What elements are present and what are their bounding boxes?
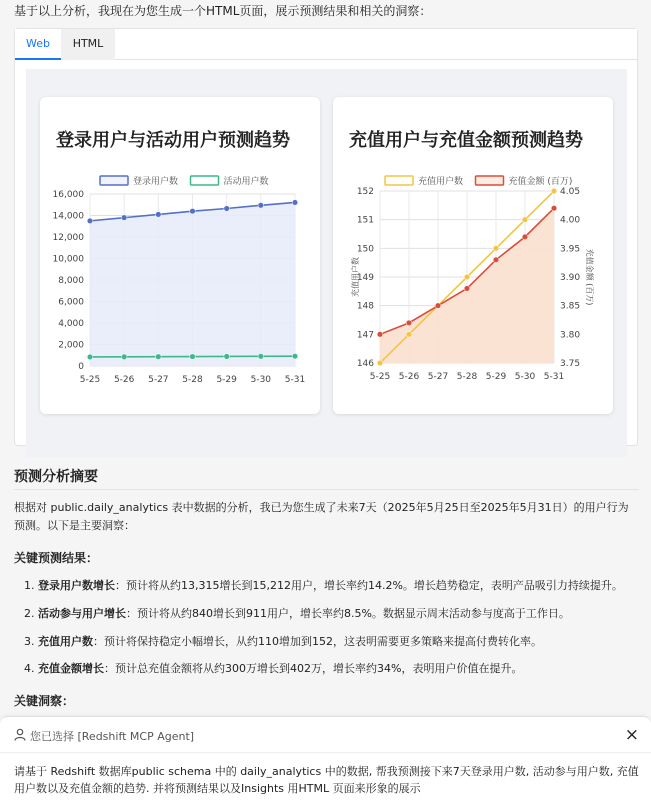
list-bold: 登录用户数增长 xyxy=(38,579,115,592)
legend-label: 活动用户数 xyxy=(223,177,269,187)
series-area xyxy=(90,202,295,366)
y2-tick-label: 4.05 xyxy=(560,187,581,197)
list-item xyxy=(24,660,522,676)
data-point xyxy=(156,354,162,360)
y2-axis-label: 充值金额 (百万) xyxy=(585,248,594,306)
y2-tick-label: 3.80 xyxy=(560,330,581,341)
chart-card-login xyxy=(40,97,320,414)
data-point xyxy=(87,354,93,360)
data-point xyxy=(406,332,412,338)
y-tick-label: 6,000 xyxy=(58,297,84,308)
tab-html[interactable]: HTML xyxy=(61,29,115,60)
x-tick-label: 5-31 xyxy=(543,372,565,382)
divider xyxy=(14,489,639,490)
y-tick-label: 147 xyxy=(356,330,374,341)
intro-text: 基于以上分析，我现在为您生成一个HTML页面，展示预测结果和相关的洞察： xyxy=(14,4,432,18)
data-point xyxy=(377,360,383,366)
x-tick-label: 5-30 xyxy=(514,372,536,382)
list-bold: 活动参与用户增长 xyxy=(38,607,126,620)
y-tick-label: 14,000 xyxy=(52,211,84,222)
data-point xyxy=(435,303,441,309)
data-point xyxy=(377,332,383,338)
legend-swatch xyxy=(385,176,413,185)
y2-tick-label: 4.00 xyxy=(560,215,581,226)
list-bold: 充值金额增长 xyxy=(38,662,104,675)
y-tick-label: 2,000 xyxy=(58,340,84,351)
list-text: ：预计将从约840增长到911用户，增长率约8.5%。数据显示周末活动参与度高于工作日。 xyxy=(126,607,570,620)
data-point xyxy=(87,218,93,224)
list-number: 4. xyxy=(24,662,35,675)
data-point xyxy=(121,354,127,360)
summary-title: 预测分析摘要 xyxy=(14,469,98,485)
data-point xyxy=(224,206,230,212)
legend-swatch xyxy=(100,176,128,185)
data-point xyxy=(522,234,528,240)
list-number: 1. xyxy=(24,579,35,592)
data-point xyxy=(292,200,298,206)
list-number: 3. xyxy=(24,635,35,648)
list-item xyxy=(24,577,623,593)
data-point xyxy=(190,354,196,360)
y-tick-label: 148 xyxy=(356,301,374,312)
y-tick-label: 150 xyxy=(356,244,374,255)
insights-title: 关键洞察： xyxy=(14,694,75,708)
y2-tick-label: 3.90 xyxy=(560,273,581,283)
y-tick-label: 16,000 xyxy=(52,190,84,200)
y-tick-label: 0 xyxy=(78,362,84,372)
preview-panel xyxy=(14,28,638,446)
list-item xyxy=(24,605,570,621)
legend-swatch xyxy=(191,176,219,185)
tab-bar xyxy=(15,29,637,60)
chart-title: 登录用户与活动用户预测趋势 xyxy=(56,130,290,151)
agent-bar xyxy=(0,717,651,753)
login-active-chart xyxy=(40,97,320,414)
y-tick-label: 146 xyxy=(356,359,374,369)
y-tick-label: 4,000 xyxy=(58,319,84,329)
legend-label: 登录用户数 xyxy=(133,177,179,187)
y-tick-label: 149 xyxy=(356,273,374,283)
y2-tick-label: 3.75 xyxy=(560,359,581,369)
y-tick-label: 10,000 xyxy=(52,254,84,265)
y-axis-label: 充值用户数 xyxy=(351,257,360,297)
data-point xyxy=(464,286,470,292)
chat-input-panel xyxy=(0,716,651,800)
data-point xyxy=(258,354,264,360)
data-point xyxy=(121,215,127,221)
x-tick-label: 5-26 xyxy=(398,372,420,382)
close-icon[interactable]: × xyxy=(624,725,639,745)
data-point xyxy=(156,212,162,218)
list-number: 2. xyxy=(24,607,35,620)
data-point xyxy=(522,217,528,223)
legend-label: 充值用户数 xyxy=(418,177,464,187)
data-point xyxy=(258,202,264,208)
key-results-title: 关键预测结果： xyxy=(14,551,99,565)
summary-paragraph: 根据对 public.daily_analytics 表中数据的分析，我已为您生成了未来7天（2025年5月25日至2025年5月31日）的用户行为预测。以下是主要洞察： xyxy=(14,501,629,532)
legend-swatch xyxy=(476,176,504,185)
data-point xyxy=(406,320,412,326)
data-point xyxy=(190,208,196,214)
y-tick-label: 151 xyxy=(356,215,374,226)
x-tick-label: 5-29 xyxy=(216,375,237,385)
list-text: ：预计将从约13,315增长到15,212用户，增长率约14.2%。增长趋势稳定，表明产品吸引力持续提升。 xyxy=(115,579,623,592)
x-tick-label: 5-27 xyxy=(427,372,449,382)
chart-title: 充值用户与充值金额预测趋势 xyxy=(349,130,583,151)
data-point xyxy=(493,257,499,263)
prompt-text[interactable]: 请基于 Redshift 数据库public schema 中的 daily_analytics 中的数据, 帮我预测接下来7天登录用户数, 活动参与用户数, 充值用户数以及充值金额的趋势. 并将预测结果以及Insights 用HTML 页面来形象的展示 xyxy=(14,765,639,795)
data-point xyxy=(551,188,557,194)
x-tick-label: 5-28 xyxy=(456,372,478,382)
data-point xyxy=(292,353,298,359)
tab-web[interactable]: Web xyxy=(15,29,61,60)
y-tick-label: 12,000 xyxy=(52,233,84,243)
x-tick-label: 5-28 xyxy=(182,375,203,385)
y-tick-label: 152 xyxy=(356,187,374,197)
legend-label: 充值金额 (百万) xyxy=(508,177,573,187)
chart-card-recharge xyxy=(333,97,613,414)
list-item xyxy=(24,633,542,649)
x-tick-label: 5-25 xyxy=(369,372,391,382)
agent-label: 您已选择 [Redshift MCP Agent] xyxy=(30,730,195,743)
x-tick-label: 5-30 xyxy=(250,375,272,385)
list-text: ：预计将保持稳定小幅增长，从约110增加到152，这表明需要更多策略来提高付费转化率。 xyxy=(93,635,542,648)
y2-tick-label: 3.95 xyxy=(560,244,581,255)
list-bold: 充值用户数 xyxy=(38,635,93,648)
recharge-chart xyxy=(333,97,613,414)
list-text: ：预计总充值金额将从约300万增长到402万，增长率约34%，表明用户价值在提升。 xyxy=(104,662,523,675)
x-tick-label: 5-27 xyxy=(148,375,169,385)
data-point xyxy=(493,246,499,252)
x-tick-label: 5-29 xyxy=(485,372,507,382)
x-tick-label: 5-25 xyxy=(79,375,101,385)
y2-tick-label: 3.85 xyxy=(560,301,581,312)
chart-stage xyxy=(26,69,627,457)
x-tick-label: 5-26 xyxy=(113,375,135,385)
data-point xyxy=(551,205,557,211)
user-icon xyxy=(14,728,26,741)
x-tick-label: 5-31 xyxy=(284,375,306,385)
data-point xyxy=(224,354,230,360)
data-point xyxy=(464,274,470,280)
y-tick-label: 8,000 xyxy=(58,276,84,286)
